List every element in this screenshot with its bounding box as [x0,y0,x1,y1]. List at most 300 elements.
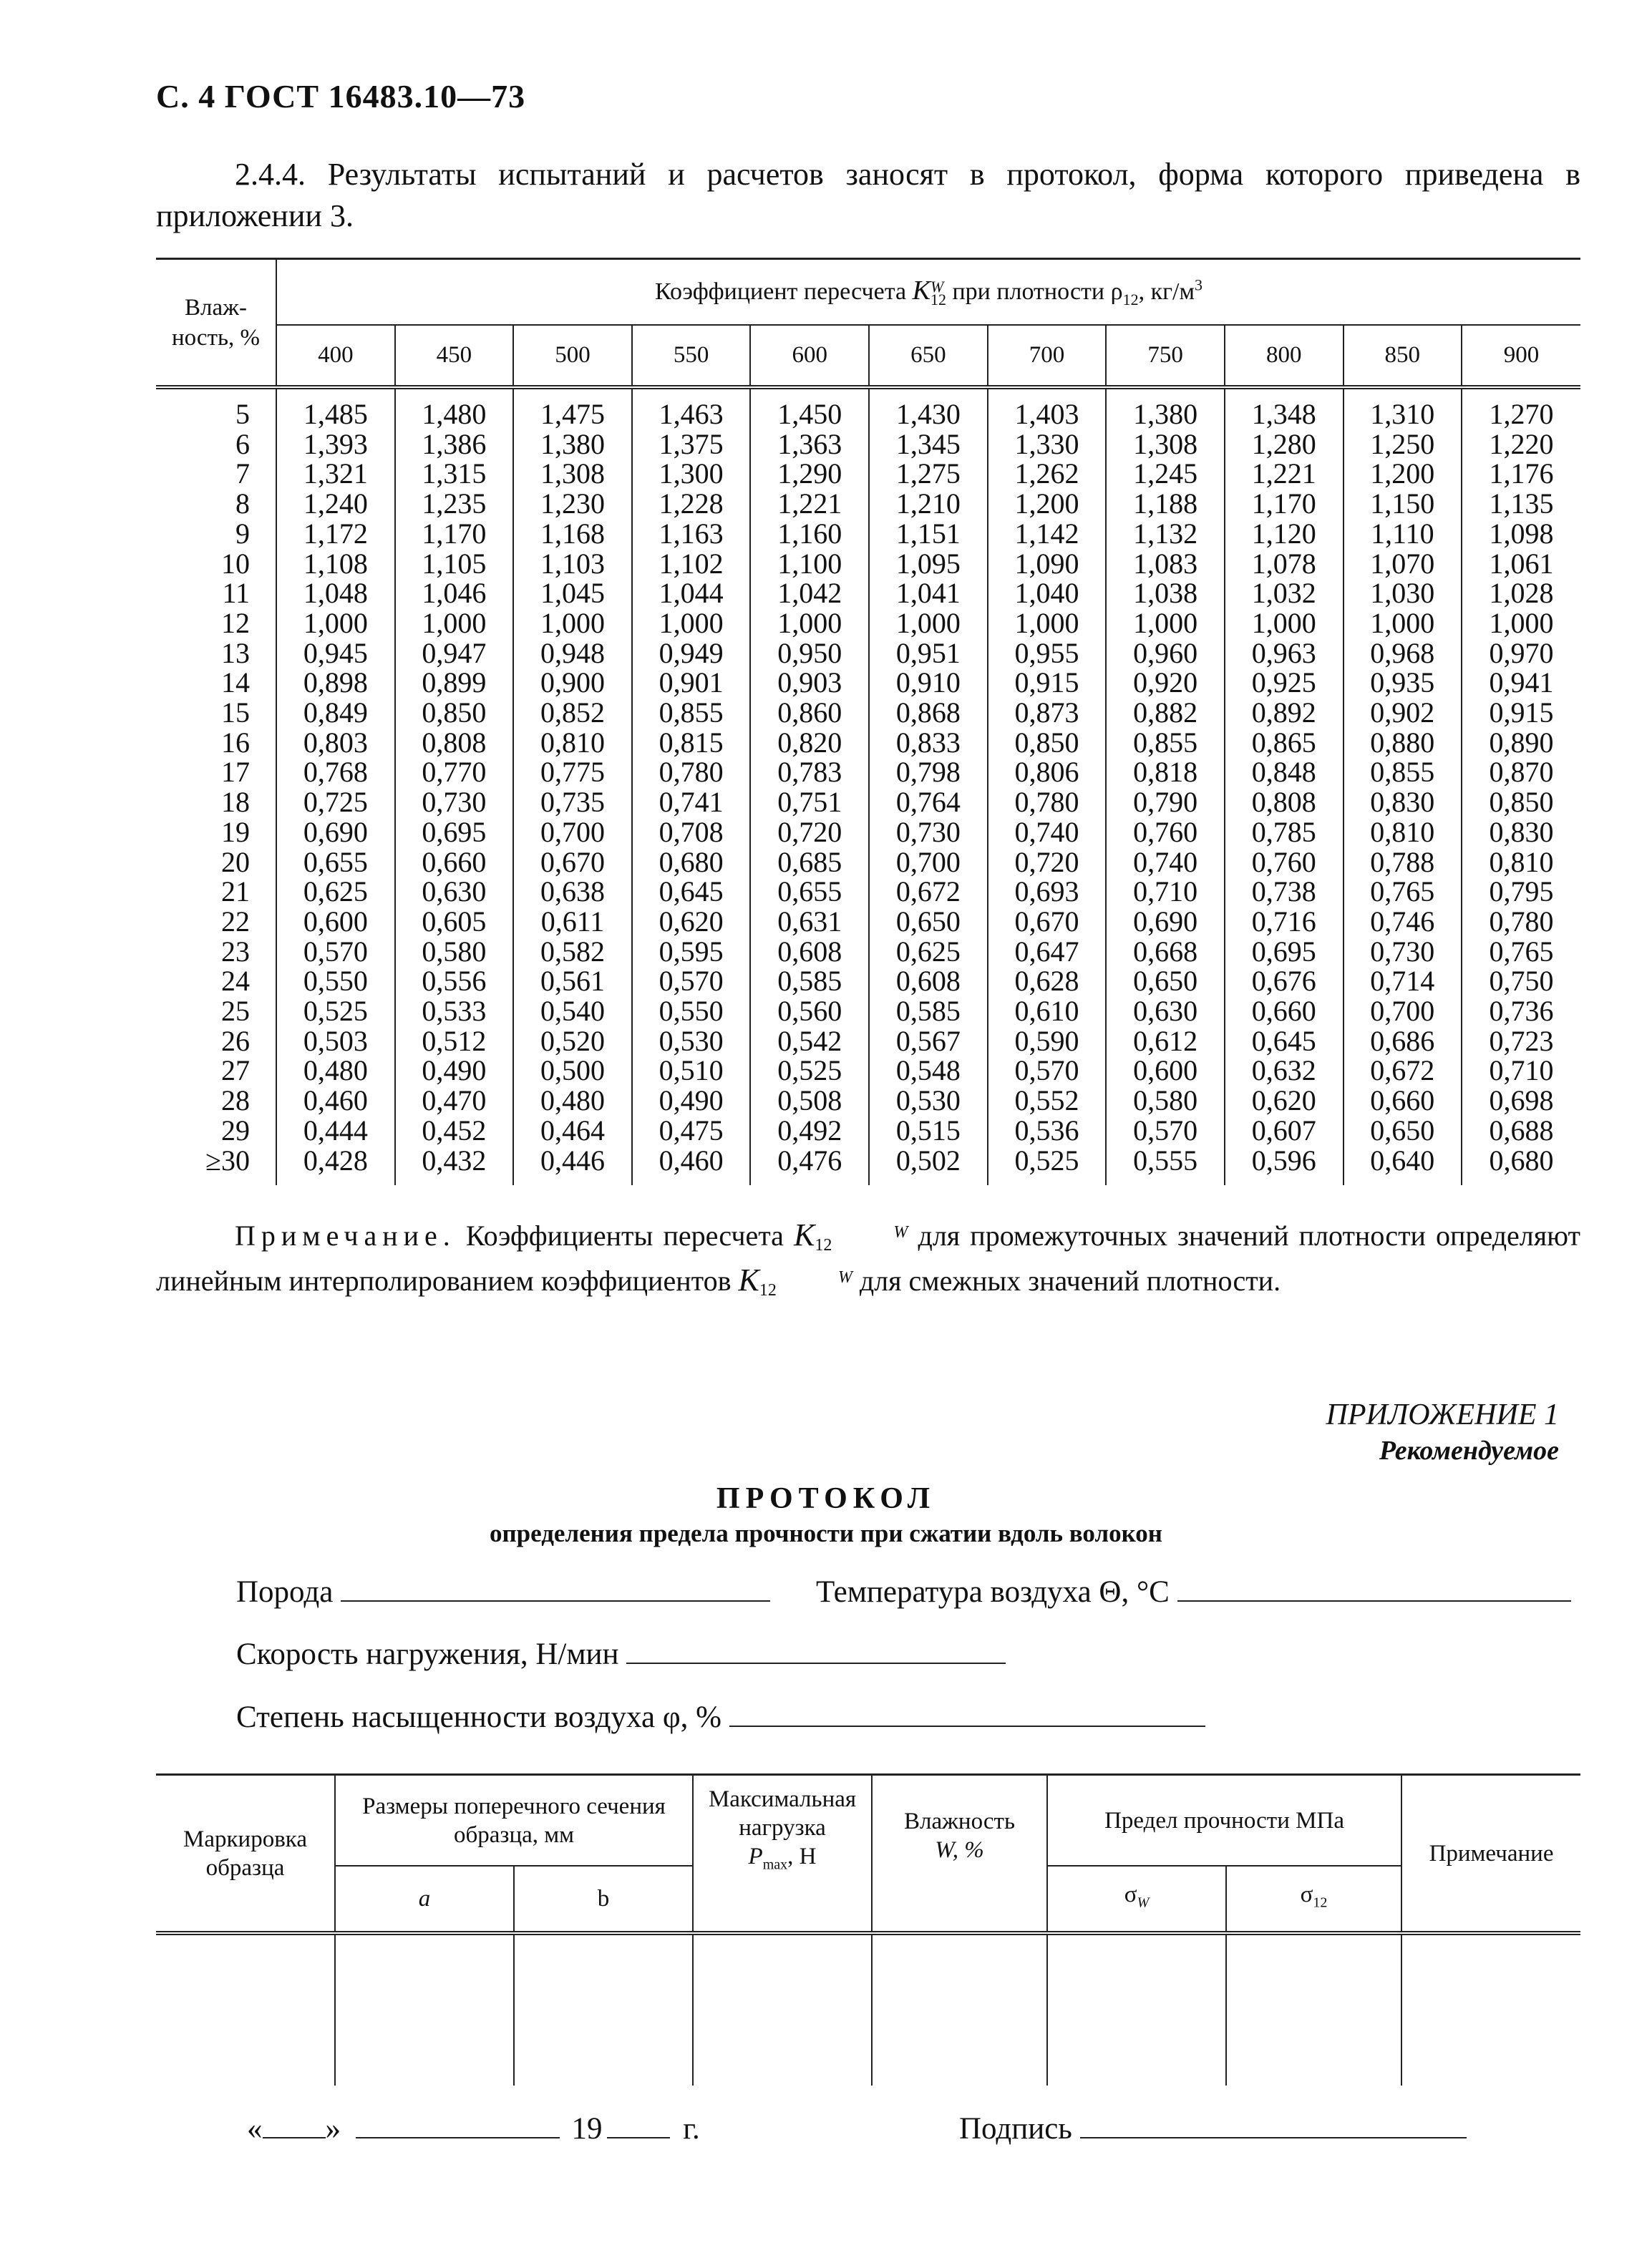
cell-b[interactable] [514,1933,693,2086]
protocol-empty-row [156,1933,1580,2086]
coefficient-cell: 0,892 [1225,698,1344,728]
coefficient-cell: 0,612 [1106,1026,1225,1056]
coefficient-cell: 1,000 [1344,608,1462,638]
coefficient-row [156,387,1580,429]
coefficient-cell: 0,470 [395,1086,514,1116]
appendix-label [1326,1397,1559,1469]
coefficient-cell: 1,200 [988,489,1107,519]
coefficient-cell: 0,502 [869,1146,988,1186]
coefficient-row [156,668,1580,698]
coefficient-cell: 1,042 [750,578,869,608]
coefficient-cell: 0,970 [1462,638,1580,668]
coefficient-cell: 0,628 [988,966,1107,996]
coefficient-cell: 0,650 [1344,1116,1462,1146]
coefficient-cell: 1,188 [1106,489,1225,519]
moisture-cell: 22 [221,905,251,938]
coefficient-cell: 0,775 [513,757,632,787]
coefficient-cell: 0,650 [869,907,988,937]
coefficient-cell: 0,508 [750,1086,869,1116]
coefficient-cell: 1,315 [395,459,514,489]
coefficient-cell: 1,245 [1106,459,1225,489]
coefficient-cell: 1,000 [632,608,751,638]
coefficient-cell: 1,262 [988,459,1107,489]
col-max-load: Максимальная нагрузка $P_{max}$, Н [693,1775,872,1934]
coefficient-cell: 1,151 [869,519,988,549]
coefficient-cell: 0,708 [632,817,751,847]
col-sigma-12: $\sigma_{12}$ [1226,1866,1401,1933]
coefficient-cell: 1,345 [869,429,988,459]
coefficient-cell: 1,135 [1462,489,1580,519]
coefficient-table-body [156,387,1580,1185]
coefficient-cell: 1,221 [750,489,869,519]
coefficient-cell: 1,230 [513,489,632,519]
coefficient-cell: 1,380 [1106,387,1225,429]
coefficient-cell: 0,660 [1225,996,1344,1026]
coefficient-cell: 0,870 [1462,757,1580,787]
field-species-blank[interactable] [341,1576,770,1602]
moisture-header-line1: Влаж- [185,294,247,321]
coefficient-cell: 0,660 [1344,1086,1462,1116]
coefficient-cell: 0,945 [276,638,395,668]
coefficient-cell: 1,450 [750,387,869,429]
coefficient-cell: 0,899 [395,668,514,698]
coefficient-cell: 0,830 [1462,817,1580,847]
coefficient-cell: 0,850 [1462,787,1580,817]
coefficient-cell: 1,028 [1462,578,1580,608]
coefficient-cell: 0,645 [1225,1026,1344,1056]
coefficient-cell: 0,803 [276,728,395,758]
coefficient-row [156,1116,1580,1146]
coefficient-cell: 0,810 [513,728,632,758]
coefficient-cell: 0,714 [1344,966,1462,996]
field-speed-blank[interactable] [626,1638,1006,1664]
coefficient-row [156,549,1580,579]
signature-label: Подпись [959,2112,1072,2146]
coefficient-cell: 0,700 [513,817,632,847]
coefficient-cell: 1,463 [632,387,751,429]
field-temperature-blank[interactable] [1177,1576,1571,1602]
coefficient-cell: 0,476 [750,1146,869,1186]
coefficient-cell: 1,290 [750,459,869,489]
coefficient-cell: 0,428 [276,1146,395,1186]
coefficient-cell: 0,855 [1344,757,1462,787]
coefficient-cell: 0,725 [276,787,395,817]
coefficient-cell: 1,100 [750,549,869,579]
signature-blank[interactable] [1080,2113,1467,2138]
coefficient-cell: 1,200 [1344,459,1462,489]
coefficient-cell: 0,695 [1225,937,1344,967]
coefficient-cell: 1,221 [1225,459,1344,489]
coefficient-cell: 0,500 [513,1056,632,1086]
coefficient-cell: 0,550 [632,996,751,1026]
density-header-row [156,325,1580,387]
coefficient-cell: 1,048 [276,578,395,608]
coefficient-cell: 1,110 [1344,519,1462,549]
coefficient-row [156,1026,1580,1056]
coefficient-cell: 1,430 [869,387,988,429]
coefficient-cell: 1,090 [988,549,1107,579]
coefficient-cell: 0,902 [1344,698,1462,728]
coefficient-cell: 0,595 [632,937,751,967]
coefficient-row [156,429,1580,459]
coefficient-row [156,459,1580,489]
protocol-title: ПРОТОКОЛ [716,1482,936,1515]
cell-sigma-w[interactable] [1047,1933,1226,2086]
cell-marking[interactable] [156,1933,335,2086]
coefficient-cell: 0,605 [395,907,514,937]
coefficient-cell: 0,925 [1225,668,1344,698]
coefficient-cell: 1,310 [1344,387,1462,429]
coefficient-cell: 0,765 [1344,877,1462,907]
coefficient-cell: 0,960 [1106,638,1225,668]
coefficient-cell: 0,849 [276,698,395,728]
coefficient-cell: 0,798 [869,757,988,787]
page-header: С. 4 ГОСТ 16483.10—73 [156,78,526,115]
coefficient-cell: 0,915 [988,668,1107,698]
note-label: Примечание. [235,1220,456,1252]
date-year-suffix: г. [683,2112,700,2146]
coefficient-cell: 0,815 [632,728,751,758]
coefficient-cell: 0,503 [276,1026,395,1056]
moisture-cell: 29 [221,1114,251,1147]
coefficient-cell: 1,044 [632,578,751,608]
coefficient-cell: 1,228 [632,489,751,519]
density-header-cell: 500 [513,325,632,387]
coefficient-cell: 0,941 [1462,668,1580,698]
coefficient-cell: 1,386 [395,429,514,459]
coefficient-cell: 0,710 [1106,877,1225,907]
coefficient-row [156,847,1580,877]
coefficient-cell: 0,693 [988,877,1107,907]
coefficient-cell: 0,638 [513,877,632,907]
moisture-cell: 27 [221,1054,251,1087]
coefficient-cell: 0,855 [632,698,751,728]
moisture-cell: 15 [221,696,251,729]
coefficient-cell: 0,655 [276,847,395,877]
moisture-cell: 16 [221,726,251,759]
coefficient-cell: 1,045 [513,578,632,608]
coefficient-cell: 0,510 [632,1056,751,1086]
moisture-cell: 11 [222,577,251,610]
coefficient-cell: 0,530 [869,1086,988,1116]
coefficient-cell: 0,949 [632,638,751,668]
coefficient-cell: 0,764 [869,787,988,817]
coefficient-cell: 0,585 [750,966,869,996]
density-header-cell: 700 [988,325,1107,387]
date-day-blank[interactable] [263,2113,326,2138]
coefficient-cell: 0,655 [750,877,869,907]
coefficient-cell: 0,585 [869,996,988,1026]
coefficient-cell: 1,070 [1344,549,1462,579]
coefficient-cell: 1,160 [750,519,869,549]
coefficient-cell: 1,270 [1462,387,1580,429]
coefficient-cell: 0,570 [988,1056,1107,1086]
coefficient-cell: 1,041 [869,578,988,608]
coefficient-cell: 1,000 [513,608,632,638]
coefficient-cell: 0,765 [1462,937,1580,967]
coefficient-cell: 0,680 [632,847,751,877]
coefficient-cell: 0,631 [750,907,869,937]
coefficient-cell: 0,600 [276,907,395,937]
coefficient-cell: 0,560 [750,996,869,1026]
coefficient-cell: 0,550 [276,966,395,996]
coefficient-cell: 0,690 [1106,907,1225,937]
coefficient-cell: 1,142 [988,519,1107,549]
coefficient-cell: 0,611 [513,907,632,937]
coefficient-cell: 0,780 [1462,907,1580,937]
coefficient-row [156,698,1580,728]
coefficient-cell: 0,746 [1344,907,1462,937]
coefficient-cell: 0,556 [395,966,514,996]
moisture-cell: 14 [221,666,251,699]
coefficient-cell: 0,600 [1106,1056,1225,1086]
coefficient-cell: 1,083 [1106,549,1225,579]
coefficient-cell: 0,650 [1106,966,1225,996]
coefficient-cell: 1,040 [988,578,1107,608]
cell-sigma-12[interactable] [1226,1933,1401,2086]
coefficient-cell: 1,102 [632,549,751,579]
coefficient-cell: 0,690 [276,817,395,847]
coefficient-cell: 0,963 [1225,638,1344,668]
coefficient-cell: 0,660 [395,847,514,877]
moisture-cell: 5 [235,398,251,430]
coefficient-cell: 0,903 [750,668,869,698]
coefficient-cell: 1,000 [869,608,988,638]
coefficient-cell: 1,000 [395,608,514,638]
coefficient-cell: 0,570 [276,937,395,967]
table-note: Примечание. Коэффициенты пересчета K W 12 для промежуточных значений плотности определяют линейным интерполированием коэффициентов K W 12 для смежных значений плотности. [156,1217,1580,1300]
coefficient-cell: 1,108 [276,549,395,579]
coefficient-cell: 0,820 [750,728,869,758]
moisture-header-line2: ность, % [171,324,261,351]
coefficient-cell: 0,512 [395,1026,514,1056]
coefficient-row [156,1146,1580,1186]
coefficient-cell: 0,852 [513,698,632,728]
coefficient-cell: 1,300 [632,459,751,489]
coefficient-cell: 0,901 [632,668,751,698]
coefficient-cell: 0,688 [1462,1116,1580,1146]
coefficient-cell: 1,321 [276,459,395,489]
col-a: a [335,1866,514,1933]
coefficient-cell: 0,716 [1225,907,1344,937]
coefficient-cell: 0,686 [1344,1026,1462,1056]
field-saturation-blank[interactable] [729,1701,1205,1727]
coefficient-cell: 1,475 [513,387,632,429]
coefficient-cell: 1,275 [869,459,988,489]
date-month-blank[interactable] [356,2113,560,2138]
date-year-prefix: 19 [571,2112,603,2146]
coefficient-table [156,258,1580,1185]
coefficient-cell: 0,452 [395,1116,514,1146]
coefficient-cell: 0,741 [632,787,751,817]
date-close-quote: » [325,2112,341,2146]
coefficient-row [156,638,1580,668]
coefficient-row [156,608,1580,638]
moisture-cell: 28 [221,1084,251,1117]
coefficient-cell: 0,490 [395,1056,514,1086]
coefficient-cell: 0,525 [750,1056,869,1086]
coefficient-row [156,937,1580,967]
coefficient-cell: 1,240 [276,489,395,519]
coefficient-row [156,966,1580,996]
coefficient-cell: 1,000 [276,608,395,638]
density-header-cell: 900 [1462,325,1580,387]
coefficient-cell: 1,403 [988,387,1107,429]
density-header-cell: 750 [1106,325,1225,387]
coefficient-cell: 1,170 [1225,489,1344,519]
coefficient-cell: 0,740 [1106,847,1225,877]
coefficient-cell: 1,105 [395,549,514,579]
coefficient-cell: 0,525 [276,996,395,1026]
coefficient-cell: 0,570 [632,966,751,996]
coefficient-cell: 0,645 [632,877,751,907]
coefficient-cell: 0,533 [395,996,514,1026]
moisture-cell: 23 [221,935,251,968]
coefficient-cell: 0,818 [1106,757,1225,787]
coefficient-cell: 0,632 [1225,1056,1344,1086]
cell-moisture[interactable] [872,1933,1047,2086]
cell-a[interactable] [335,1933,514,2086]
coefficient-row [156,728,1580,758]
coefficient-cell: 1,046 [395,578,514,608]
coefficient-cell: 1,103 [513,549,632,579]
coefficient-cell: 1,348 [1225,387,1344,429]
coefficient-cell: 0,720 [750,817,869,847]
coefficient-cell: 0,432 [395,1146,514,1186]
coefficient-cell: 0,855 [1106,728,1225,758]
coefficient-cell: 0,670 [988,907,1107,937]
coefficient-cell: 0,736 [1462,996,1580,1026]
coefficient-cell: 1,308 [513,459,632,489]
coefficient-cell: 0,480 [276,1056,395,1086]
coefficient-cell: 0,464 [513,1116,632,1146]
coefficient-cell: 1,393 [276,429,395,459]
date-year-blank[interactable] [607,2113,670,2138]
coefficient-cell: 0,460 [632,1146,751,1186]
field-speed-label: Скорость нагружения, Н/мин [236,1637,619,1671]
coefficient-cell: 1,150 [1344,489,1462,519]
coefficient-cell: 0,830 [1344,787,1462,817]
coefficient-cell: 0,780 [988,787,1107,817]
coefficient-cell: 1,176 [1462,459,1580,489]
appendix-status: Рекомендуемое [1379,1436,1559,1466]
coefficient-cell: 0,548 [869,1056,988,1086]
coefficient-cell: 1,220 [1462,429,1580,459]
coefficient-cell: 0,915 [1462,698,1580,728]
coefficient-cell: 1,000 [1106,608,1225,638]
coefficient-cell: 1,280 [1225,429,1344,459]
field-temperature-label: Температура воздуха Θ, °С [816,1575,1170,1609]
coefficient-cell: 0,446 [513,1146,632,1186]
coefficient-cell: 0,672 [1344,1056,1462,1086]
coefficient-cell: 0,850 [988,728,1107,758]
coefficient-cell: 0,770 [395,757,514,787]
coefficient-cell: 1,038 [1106,578,1225,608]
coefficient-cell: 1,168 [513,519,632,549]
coefficient-cell: 0,695 [395,817,514,847]
coefficient-cell: 0,806 [988,757,1107,787]
coefficient-cell: 0,555 [1106,1146,1225,1186]
coefficient-cell: 0,620 [632,907,751,937]
moisture-cell: 8 [235,487,251,520]
coefficient-cell: 1,172 [276,519,395,549]
coefficient-cell: 1,235 [395,489,514,519]
coefficient-cell: 0,647 [988,937,1107,967]
coefficient-cell: 1,132 [1106,519,1225,549]
coefficient-cell: 0,808 [395,728,514,758]
density-header-cell: 800 [1225,325,1344,387]
field-species-label: Порода [236,1575,334,1609]
coefficient-cell: 0,620 [1225,1086,1344,1116]
coefficient-cell: 0,790 [1106,787,1225,817]
cell-max-load[interactable] [693,1933,872,2086]
density-header-cell: 650 [869,325,988,387]
col-b: b [514,1866,693,1933]
moisture-cell: 25 [221,995,251,1028]
coefficient-row [156,907,1580,937]
coefficient-cell: 0,808 [1225,787,1344,817]
coefficient-cell: 0,948 [513,638,632,668]
coefficient-cell: 0,868 [869,698,988,728]
cell-note[interactable] [1401,1933,1580,2086]
moisture-cell: 6 [235,427,251,460]
coefficient-cell: 0,738 [1225,877,1344,907]
coefficient-cell: 0,580 [395,937,514,967]
coefficient-cell: 1,120 [1225,519,1344,549]
coefficient-cell: 1,078 [1225,549,1344,579]
col-moisture: Влажность W, % [872,1775,1047,1934]
coefficient-cell: 0,710 [1462,1056,1580,1086]
coefficient-cell: 0,625 [276,877,395,907]
field-speed-row [236,1637,1006,1672]
coefficient-cell: 0,492 [750,1116,869,1146]
coefficient-cell: 0,608 [869,966,988,996]
moisture-column-header [156,259,276,388]
coefficient-cell: 0,730 [869,817,988,847]
moisture-cell: 17 [221,756,251,789]
coefficient-row [156,757,1580,787]
coefficient-cell: 0,860 [750,698,869,728]
coefficient-cell: 0,955 [988,638,1107,668]
coefficient-cell: 0,444 [276,1116,395,1146]
coefficient-cell: 0,735 [513,787,632,817]
coefficient-row [156,877,1580,907]
coefficient-cell: 1,032 [1225,578,1344,608]
coefficient-cell: 0,898 [276,668,395,698]
coefficient-cell: 0,810 [1462,847,1580,877]
density-header-cell: 850 [1344,325,1462,387]
coefficient-row [156,817,1580,847]
coefficient-row [156,1056,1580,1086]
coefficient-cell: 1,061 [1462,549,1580,579]
density-header-cell: 550 [632,325,751,387]
coefficient-cell: 0,848 [1225,757,1344,787]
col-sigma-w: $\sigma_W$ [1047,1866,1226,1933]
coefficient-cell: 0,490 [632,1086,751,1116]
coefficient-cell: 0,910 [869,668,988,698]
coefficient-table-title: Коэффициент пересчета KW 12 при плотности $\rho_{12}$, $кг/м^3$ [276,259,1580,326]
coefficient-row [156,519,1580,549]
coefficient-cell: 1,380 [513,429,632,459]
moisture-cell: 10 [221,547,251,580]
coefficient-cell: 0,607 [1225,1116,1344,1146]
appendix-title: ПРИЛОЖЕНИЕ 1 [1326,1398,1559,1431]
coefficient-cell: 0,810 [1344,817,1462,847]
coefficient-cell: 0,580 [1106,1086,1225,1116]
coefficient-cell: 1,163 [632,519,751,549]
density-header-cell: 450 [395,325,514,387]
footer-date [247,2111,700,2146]
